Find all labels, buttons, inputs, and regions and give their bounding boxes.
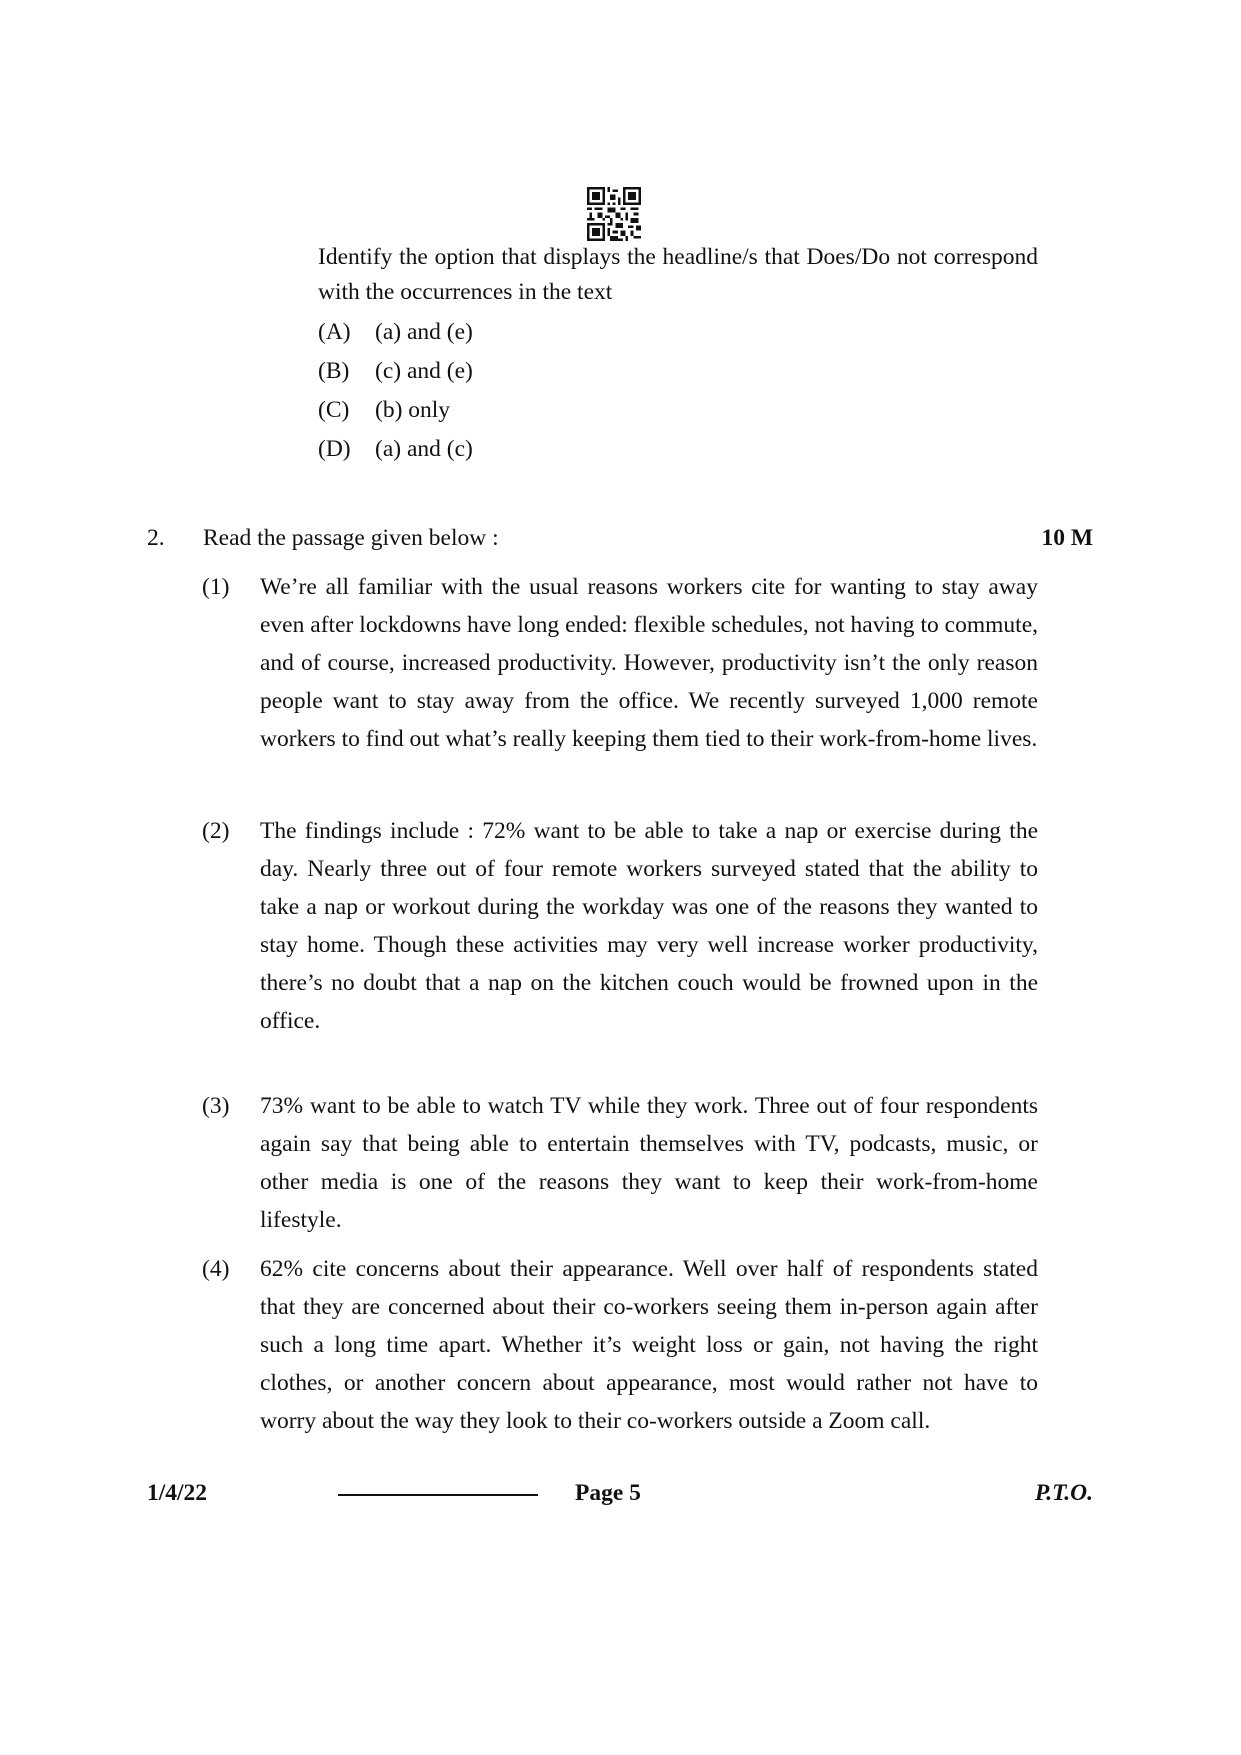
option-d [318,430,1038,469]
paragraph-text: We’re all familiar with the usual reasons workers cite for wanting to stay away even after lockdowns have long ended: flexible schedules, not having to commute, and of course, increased productivity. However, productivity isn’t the only reason people want to stay away from the office. We recently surveyed 1,000 remote workers to find out what’s really keeping them tied to their work-from-home lives. [260,574,1038,752]
paragraph-number: (3) [202,1093,230,1119]
option-label: (C) [318,397,350,423]
paragraph-text: The findings include : 72% want to be able to take a nap or exercise during the day. Nearly three out of four remote workers surveyed stated that the ability to take a nap or workout during the workday was one of the reasons they wanted to stay home. Though these activities may very well increase worker productivity, there’s no doubt that a nap on the kitchen couch would be frowned upon in the office. [260,818,1038,1034]
option-a [318,313,1038,352]
previous-question [318,240,1038,469]
page-number: Page 5 [575,1480,641,1506]
option-b [318,352,1038,391]
passage-paragraph-4 [202,1250,1038,1440]
paragraph-number: (4) [202,1256,230,1282]
paragraph-text: 73% want to be able to watch TV while they work. Three out of four respondents again say that being able to entertain themselves with TV, podcasts, music, or other media is one of the reasons they want to keep their work-from-home lifestyle. [260,1093,1038,1233]
option-text: (b) only [375,397,451,423]
qr-code-icon [587,187,641,241]
option-label: (D) [318,436,351,462]
question-instruction: Read the passage given below : [203,525,499,551]
please-turn-over: P.T.O. [1034,1480,1093,1506]
question-number: 2. [147,525,165,551]
footer-divider [338,1494,538,1496]
question-stem: Identify the option that displays the headline/s that Does/Do not correspond with the occurrences in the text [318,244,1038,305]
option-text: (a) and (e) [375,319,473,345]
paragraph-text: 62% cite concerns about their appearance. Well over half of respondents stated that they are concerned about their co-workers seeing them in-person again after such a long time apart. Whether it’s weight loss or gain, not having the right clothes, or another concern about appearance, most would rather not have to worry about the way they look to their co-workers outside a Zoom call. [260,1256,1038,1434]
option-label: (B) [318,358,350,384]
passage-paragraph-2 [202,812,1038,1040]
question-marks: 10 M [1041,525,1093,551]
passage-paragraph-3 [202,1087,1038,1239]
option-text: (c) and (e) [375,358,473,384]
paper-code: 1/4/22 [147,1480,208,1506]
paragraph-number: (1) [202,574,230,600]
option-c [318,391,1038,430]
paragraph-number: (2) [202,818,230,844]
option-label: (A) [318,319,351,345]
passage-paragraph-1 [202,568,1038,758]
question-2-header [147,520,1093,556]
page-footer [147,1475,1093,1511]
options-list [318,313,1038,469]
option-text: (a) and (c) [375,436,473,462]
